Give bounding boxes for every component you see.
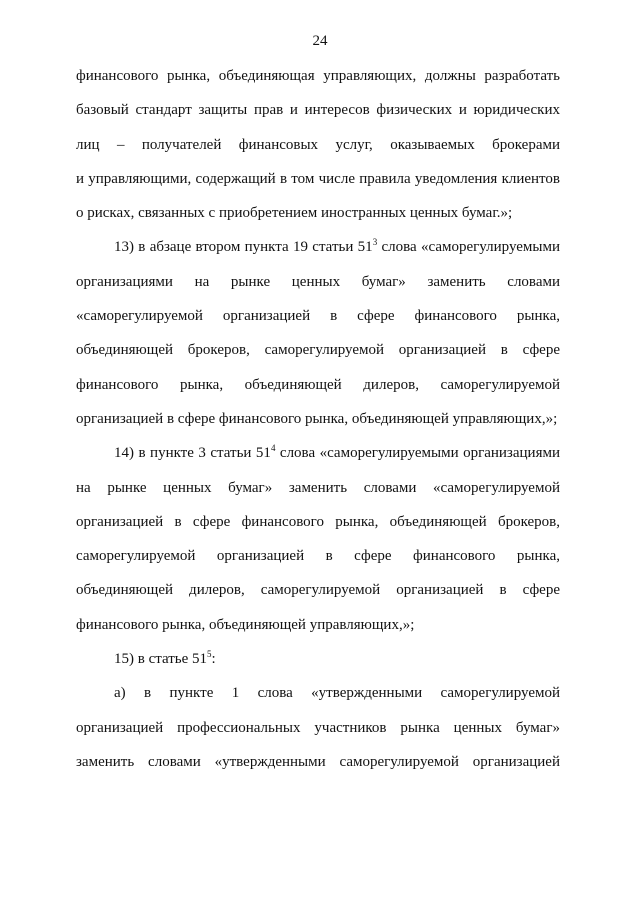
paragraph-continuation: [76, 59, 560, 230]
text-line: финансового рынка, объединяющей управляющих,»;: [76, 616, 415, 633]
text-line: объединяющей брокеров, саморегулируемой организацией в сфере: [76, 342, 560, 359]
text-line: на рынке ценных бумаг» заменить словами «саморегулируемой: [76, 479, 560, 496]
text-line: организацией в сфере финансового рынка, объединяющей управляющих,»;: [76, 410, 558, 427]
text-fragment: :: [211, 651, 216, 668]
superscript: 3: [372, 237, 378, 248]
text-fragment: слова «саморегулируемыми: [377, 239, 560, 256]
text-line: заменить словами «утвержденными саморегулируемой организацией: [76, 753, 560, 770]
text-fragment: 13) в абзаце втором пункта 19 статьи 51: [114, 239, 373, 256]
paragraph-subitem-a: [76, 676, 560, 779]
superscript: 5: [207, 649, 212, 660]
text-line: лиц – получателей финансовых услуг, оказываемых брокерами: [76, 136, 560, 153]
text-line: организацией профессиональных участников рынка ценных бумаг»: [76, 719, 560, 736]
text-fragment: слова «саморегулируемыми организациями: [275, 445, 560, 462]
text-fragment: 15) в статье 51: [114, 651, 208, 668]
text-line: о рисках, связанных с приобретением иностранных ценных бумаг.»;: [76, 205, 513, 222]
paragraph-item-13: [76, 230, 560, 436]
text-line: а) в пункте 1 слова «утвержденными саморегулируемой: [114, 685, 560, 702]
text-line: организацией в сфере финансового рынка, объединяющей брокеров,: [76, 513, 560, 530]
text-line: и управляющими, содержащий в том числе правила уведомления клиентов: [76, 170, 560, 187]
text-line: «саморегулируемой организацией в сфере финансового рынка,: [76, 308, 560, 325]
text-line: финансового рынка, объединяющая управляющих, должны разработать: [76, 68, 560, 84]
superscript: 4: [270, 443, 276, 454]
text-fragment: 14) в пункте 3 статьи 51: [114, 445, 271, 462]
text-line: [76, 230, 560, 264]
text-line: финансового рынка, объединяющей дилеров, саморегулируемой: [76, 376, 560, 393]
paragraph-item-15: [76, 642, 560, 676]
paragraph-item-14: [76, 436, 560, 642]
text-line: базовый стандарт защиты прав и интересов физических и юридических: [76, 102, 560, 119]
document-body: [76, 59, 560, 779]
text-line: [76, 436, 560, 470]
page-number: 24: [312, 33, 328, 49]
text-line: организациями на рынке ценных бумаг» заменить словами: [76, 273, 560, 290]
text-line: саморегулируемой организацией в сфере финансового рынка,: [76, 548, 560, 565]
text-line: [76, 642, 560, 676]
text-line: объединяющей дилеров, саморегулируемой организацией в сфере: [76, 582, 560, 599]
